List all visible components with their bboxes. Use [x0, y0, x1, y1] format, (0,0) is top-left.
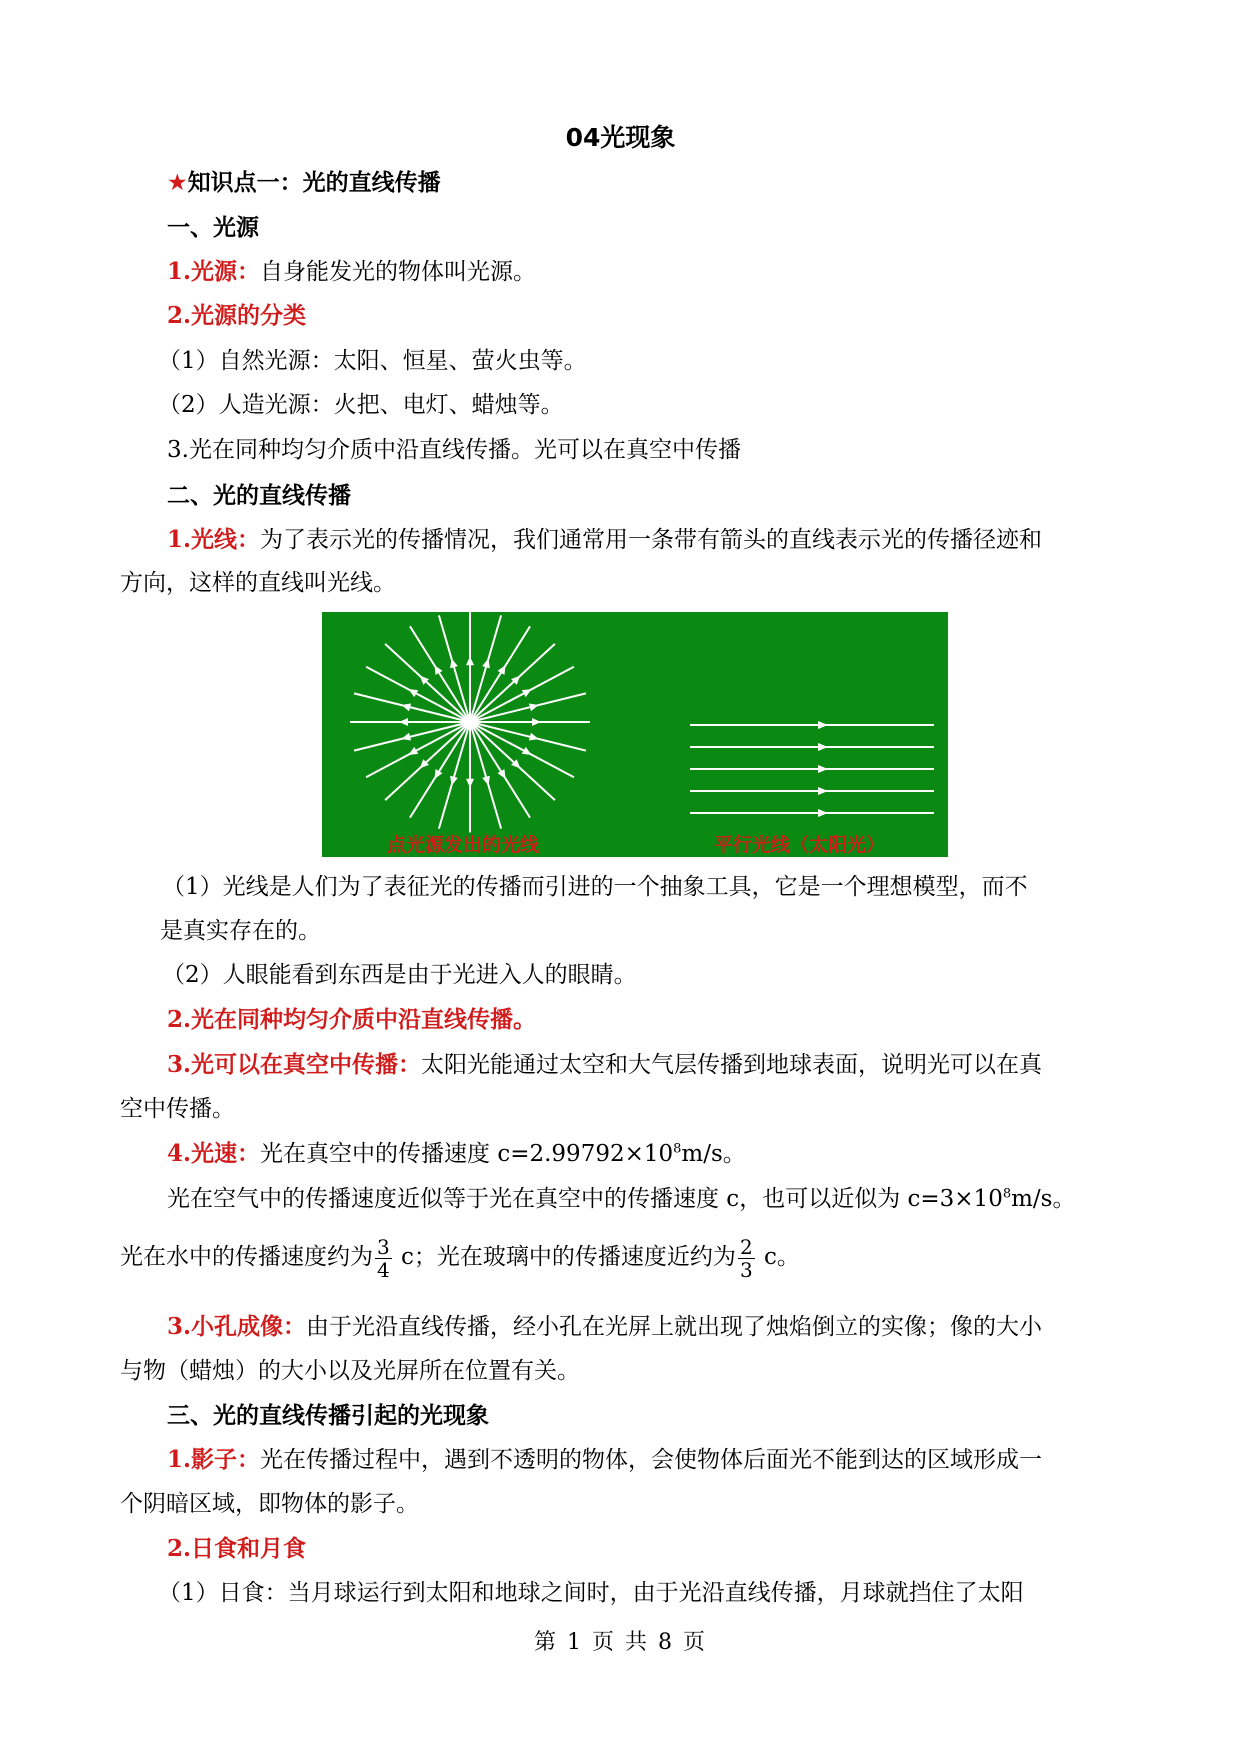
list-item: （2）人造光源：火把、电灯、蜡烛等。: [158, 392, 564, 418]
light-ray: [470, 722, 586, 751]
paragraph-speed-media: 光在水中的传播速度约为 $\frac{3}{4}$ c；光在玻璃中的传播速度近约为 $\frac{2}{3}$ c。: [120, 1234, 800, 1282]
ray-arrow: [498, 663, 509, 675]
ray-arrow: [399, 718, 408, 726]
subheading-eclipse: 2.日食和月食: [167, 1535, 307, 1562]
paragraph-pinhole: 3.小孔成像：由于光沿直线传播，经小孔在光屏上就出现了烛焰倒立的实像；像的大小: [167, 1313, 1043, 1340]
ray-arrow: [406, 686, 418, 697]
list-item: （1）光线是人们为了表征光的传播而引进的一个抽象工具，它是一个理想模型，而不: [162, 874, 1028, 900]
light-ray: [470, 693, 586, 722]
fraction-glass: $\frac{2}{3}$: [739, 1234, 753, 1282]
paragraph-light-ray: 1.光线：为了表示光的传播情况，我们通常用一条带有箭头的直线表示光的传播径迹和: [167, 526, 1043, 553]
ray-arrow: [448, 776, 458, 787]
figure-caption-parallel: 平行光线（太阳光）: [714, 834, 886, 856]
ray-arrow: [482, 776, 492, 787]
page-title: 04光现象: [565, 123, 676, 152]
ray-arrow: [466, 779, 474, 788]
light-ray: [470, 615, 501, 722]
parallel-ray-arrow: [818, 809, 828, 817]
paragraph-continuation: 方向，这样的直线叫光线。: [120, 570, 396, 596]
ray-arrow: [522, 747, 534, 758]
paragraph-light-source: 1.光源：自身能发光的物体叫光源。: [167, 258, 537, 285]
list-item: （1）日食：当月球运行到太阳和地球之间时，由于光沿直线传播，月球就挡住了太阳: [158, 1580, 1024, 1606]
parallel-ray-arrow: [818, 743, 828, 751]
page-footer: 第 1 页 共 8 页: [534, 1630, 707, 1655]
paragraph-shadow: 1.影子：光在传播过程中，遇到不透明的物体，会使物体后面光不能到达的区域形成一: [167, 1446, 1043, 1473]
light-ray: [470, 722, 501, 829]
parallel-ray-arrow: [818, 787, 828, 795]
light-ray: [354, 693, 470, 722]
paragraph-continuation: 空中传播。: [120, 1096, 235, 1122]
ray-arrow: [406, 747, 418, 758]
ray-arrow: [431, 769, 442, 781]
ray-arrow: [448, 657, 458, 668]
paragraph-continuation: 个阴暗区域，即物体的影子。: [120, 1491, 419, 1517]
light-ray: [439, 722, 470, 829]
list-item: （2）人眼能看到东西是由于光进入人的眼睛。: [162, 962, 637, 988]
ray-arrow: [532, 718, 541, 726]
figure-caption-point-source: 点光源发出的光线: [387, 834, 540, 856]
ray-arrow: [482, 657, 492, 668]
ray-arrow: [466, 656, 474, 665]
paragraph: 3.光在同种均匀介质中沿直线传播。光可以在真空中传播: [167, 437, 741, 463]
ray-arrow: [498, 769, 509, 781]
section-heading-3: 三、光的直线传播引起的光现象: [167, 1403, 489, 1429]
parallel-ray-arrow: [818, 721, 828, 729]
section-heading-1: 一、光源: [167, 215, 259, 241]
fraction-water: $\frac{3}{4}$: [377, 1234, 390, 1282]
light-ray: [354, 722, 470, 751]
paragraph-vacuum: 3.光可以在真空中传播：太阳光能通过太空和大气层传播到地球表面，说明光可以在真: [167, 1051, 1043, 1078]
ray-arrow: [431, 663, 442, 675]
list-item: （1）自然光源：太阳、恒星、萤火虫等。: [158, 348, 587, 374]
light-ray-diagram: [322, 612, 948, 857]
list-item-continuation: 是真实存在的。: [160, 918, 321, 944]
paragraph-speed-air: 光在空气中的传播速度近似等于光在真空中的传播速度 c，也可以近似为 $c=3\times 10^8m/s$。: [167, 1186, 1076, 1212]
paragraph-speed: 4.光速：光在真空中的传播速度 $c=2.99792\times 10^8m/s$。: [167, 1140, 746, 1167]
parallel-ray-arrow: [818, 765, 828, 773]
light-ray-figure: [322, 612, 948, 857]
paragraph-continuation: 与物（蜡烛）的大小以及光屏所在位置有关。: [120, 1358, 580, 1384]
paragraph-straight-line: 2.光在同种均匀介质中沿直线传播。: [167, 1006, 537, 1033]
light-ray: [439, 615, 470, 722]
section-heading-2: 二、光的直线传播: [167, 483, 351, 509]
knowledge-point-heading: ★知识点一：光的直线传播: [167, 170, 441, 196]
star-icon: ★: [167, 170, 188, 196]
subheading-classification: 2.光源的分类: [167, 302, 307, 329]
ray-arrow: [522, 686, 534, 697]
